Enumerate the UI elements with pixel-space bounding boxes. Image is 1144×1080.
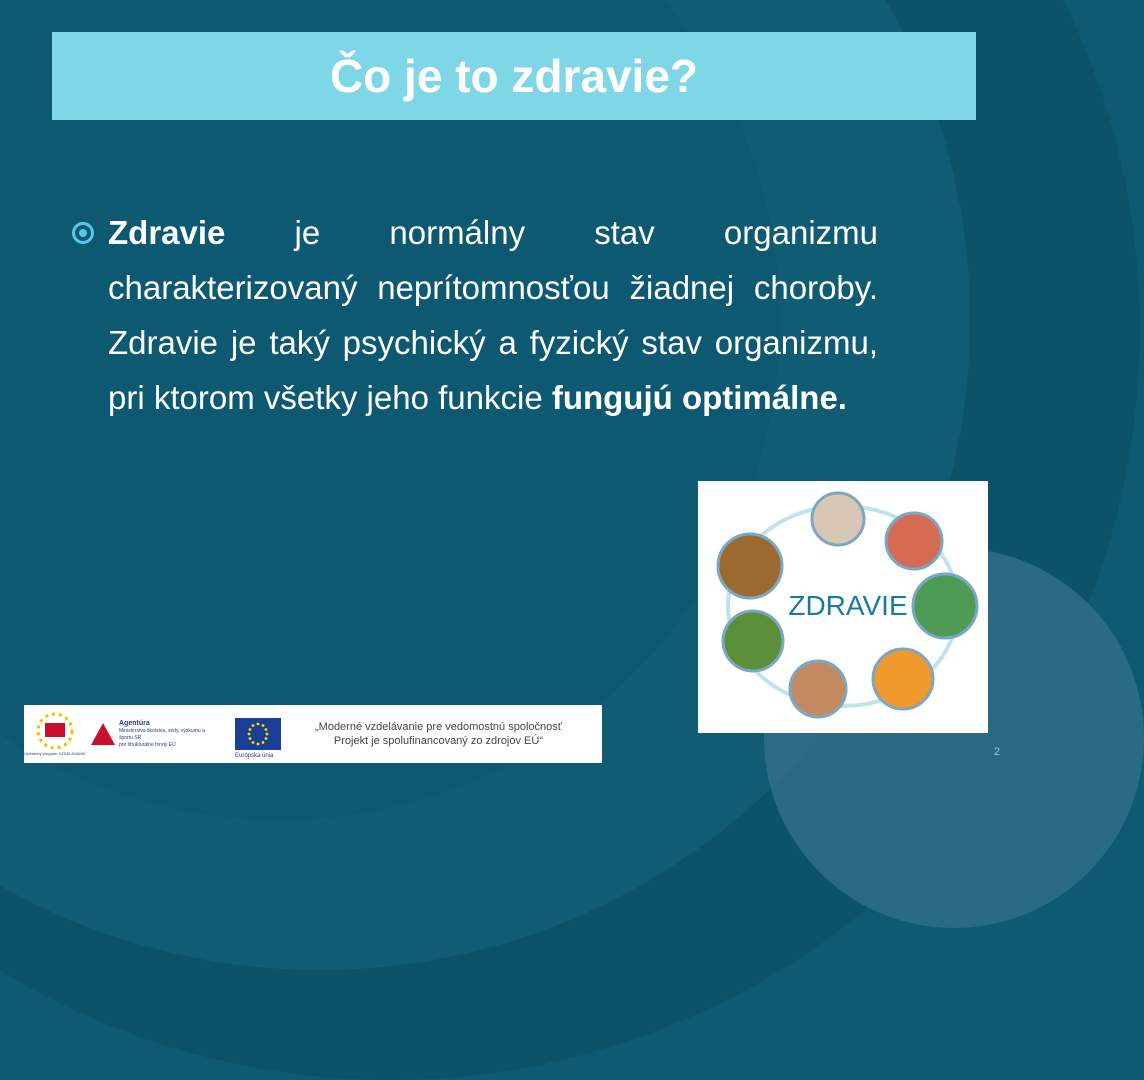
bullet-body: je normálny stav organizmu charakterizovaný neprítomnosťou žiadnej choroby. Zdravie je taký psychický a fyzický stav organizmu, pri ktorom všetky jeho funkcie <box>108 214 878 416</box>
agency-triangle-icon <box>91 723 115 745</box>
footer-line1: „Moderné vzdelávanie pre vedomostnú spoločnosť <box>315 721 562 733</box>
eu-label: Európska únia <box>235 753 274 759</box>
bullet-text <box>108 205 878 425</box>
footer-line2: Projekt je spolufinancovaný zo zdrojov EÚ“ <box>333 735 543 747</box>
slide-content <box>72 205 878 425</box>
page-number: 2 <box>993 746 1000 758</box>
bullet-item <box>72 205 878 425</box>
agency-name: Agentúra <box>119 719 150 727</box>
footer-logos <box>24 705 602 763</box>
health-collage <box>698 481 988 733</box>
title-bar <box>52 32 976 120</box>
agency-logo <box>91 709 219 759</box>
slide-title: Čo je to zdravie? <box>329 50 699 102</box>
footer-text <box>315 720 562 748</box>
bullet-icon <box>72 222 94 244</box>
eu-flag-icon <box>235 718 281 759</box>
program-logo <box>24 709 86 759</box>
collage-label: ZDRAVIE <box>788 590 908 621</box>
program-label: Operačný program VZDELÁVANIE <box>24 751 86 756</box>
agency-line1: Ministerstva školstva, vedy, výskumu a športu SR <box>119 727 205 741</box>
bullet-emphasis: fungujú optimálne. <box>551 379 847 416</box>
agency-line2: pre štrukturálne fondy EÚ <box>119 741 176 748</box>
health-illustration <box>698 481 988 733</box>
bullet-term: Zdravie <box>108 214 226 251</box>
